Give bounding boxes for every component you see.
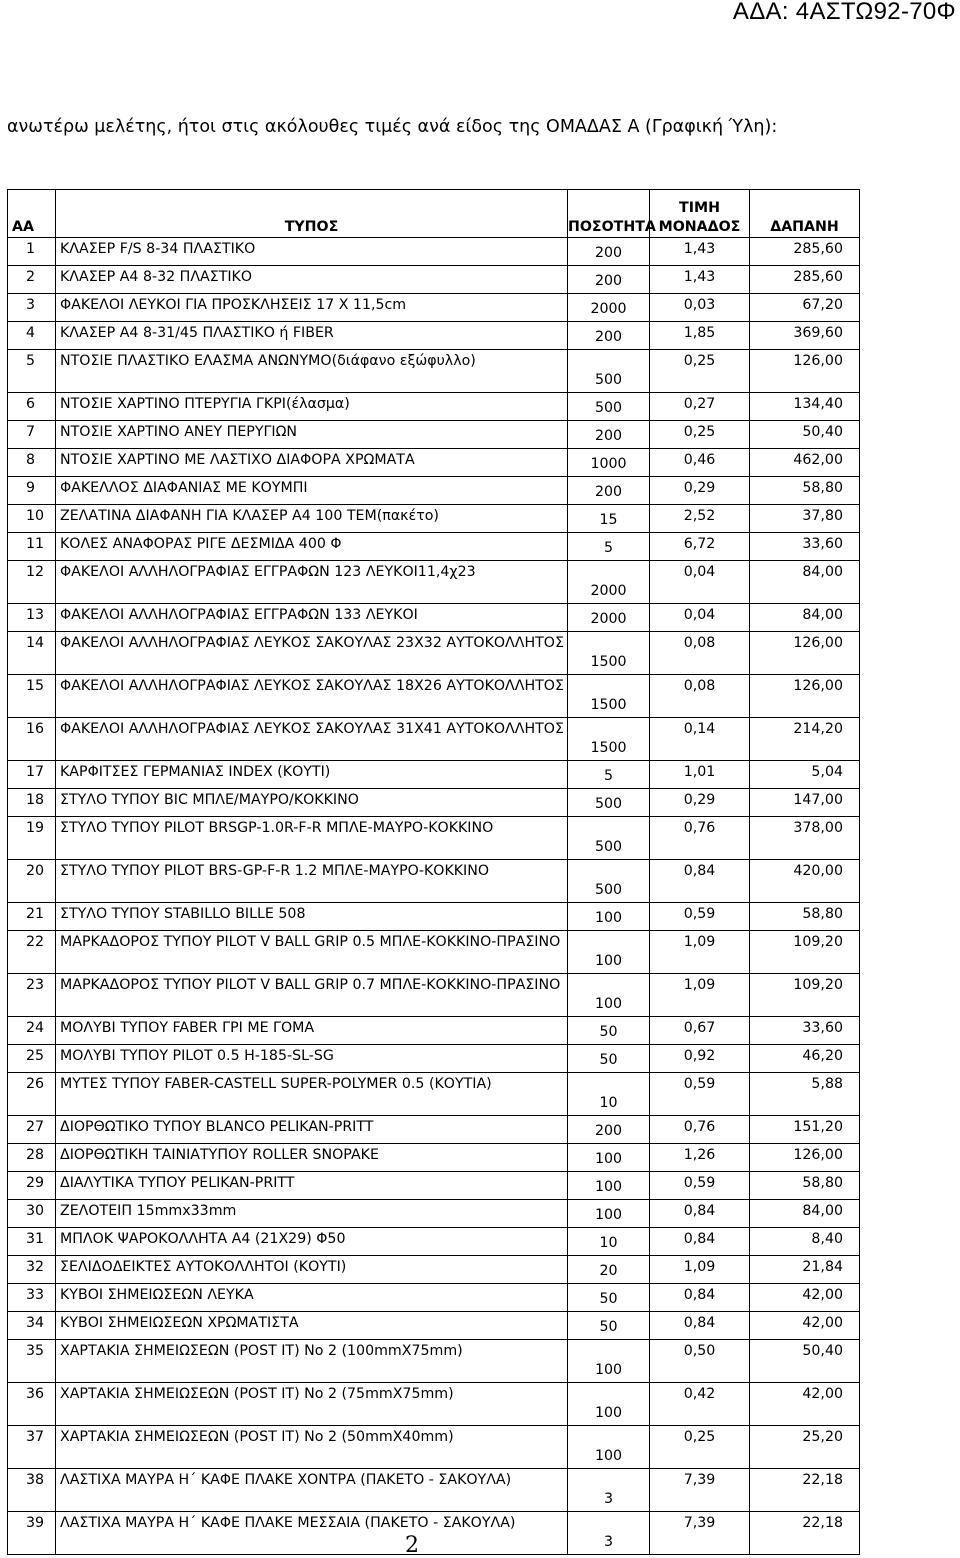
cell-aa: 7 — [8, 421, 56, 449]
cell-cost: 5,04 — [750, 761, 860, 789]
cell-cost: 67,20 — [750, 294, 860, 322]
cell-typos: ΚΛΑΣΕΡ Α4 8-32 ΠΛΑΣΤΙΚΟ — [56, 266, 568, 294]
table-row — [8, 1256, 860, 1284]
cell-aa: 38 — [8, 1469, 56, 1512]
cell-qty: 5 — [568, 533, 650, 561]
cell-typos: ΝΤΟΣΙΕ ΧΑΡΤΙΝΟ ΑΝΕΥ ΠΕΡΥΓΙΩΝ — [56, 421, 568, 449]
cell-aa: 37 — [8, 1426, 56, 1469]
cell-qty: 50 — [568, 1284, 650, 1312]
cell-aa: 13 — [8, 604, 56, 632]
cell-cost: 126,00 — [750, 675, 860, 718]
cell-price: 1,09 — [650, 1256, 750, 1284]
cell-aa: 10 — [8, 505, 56, 533]
table-row — [8, 350, 860, 393]
cell-price: 0,08 — [650, 675, 750, 718]
cell-qty: 100 — [568, 903, 650, 931]
cell-qty: 500 — [568, 350, 650, 393]
cell-aa: 22 — [8, 931, 56, 974]
cell-price: 0,84 — [650, 860, 750, 903]
cell-price: 0,03 — [650, 294, 750, 322]
cell-cost: 58,80 — [750, 903, 860, 931]
table-row — [8, 1383, 860, 1426]
cell-price: 0,59 — [650, 903, 750, 931]
cell-qty: 50 — [568, 1312, 650, 1340]
table-row — [8, 604, 860, 632]
table-row — [8, 533, 860, 561]
table-row — [8, 1073, 860, 1116]
header-price-line1: ΤΙΜΗ — [679, 200, 720, 216]
cell-typos: ΜΟΛΥΒΙ ΤΥΠΟΥ FABER ΓΡΙ ΜΕ ΓΟΜΑ — [56, 1017, 568, 1045]
table-row — [8, 1045, 860, 1073]
cell-price: 1,01 — [650, 761, 750, 789]
cell-cost: 50,40 — [750, 1340, 860, 1383]
cell-qty: 10 — [568, 1073, 650, 1116]
cell-price: 0,84 — [650, 1228, 750, 1256]
cell-cost: 42,00 — [750, 1312, 860, 1340]
cell-typos: ΣΤΥΛΟ ΤΥΠΟΥ PILOT BRS-GP-F-R 1.2 ΜΠΛΕ-ΜΑΥΡΟ-ΚΟΚΚΙΝΟ — [56, 860, 568, 903]
table-row — [8, 974, 860, 1017]
cell-price: 0,25 — [650, 1426, 750, 1469]
cell-typos: ΔΙΟΡΘΩΤΙΚΟ ΤΥΠΟΥ BLANCO PELIKAN-PRITT — [56, 1116, 568, 1144]
cell-price: 0,14 — [650, 718, 750, 761]
cell-aa: 3 — [8, 294, 56, 322]
cell-typos: ΣΤΥΛΟ ΤΥΠΟΥ PILOT BRSGP-1.0R-F-R ΜΠΛΕ-ΜΑΥΡΟ-ΚΟΚΚΙΝΟ — [56, 817, 568, 860]
cell-typos: ΝΤΟΣΙΕ ΧΑΡΤΙΝΟ ΠΤΕΡΥΓΙΑ ΓΚΡΙ(έλασμα) — [56, 393, 568, 421]
cell-aa: 12 — [8, 561, 56, 604]
cell-aa: 15 — [8, 675, 56, 718]
table-row — [8, 1017, 860, 1045]
cell-cost: 58,80 — [750, 477, 860, 505]
table-row — [8, 477, 860, 505]
cell-aa: 5 — [8, 350, 56, 393]
cell-aa: 39 — [8, 1512, 56, 1555]
cell-typos: ΦΑΚΕΛΟΙ ΑΛΛΗΛΟΓΡΑΦΙΑΣ ΛΕΥΚΟΣ ΣΑΚΟΥΛΑΣ 23Χ32 ΑΥΤΟΚΟΛΛΗΤΟΣ — [56, 632, 568, 675]
cell-aa: 19 — [8, 817, 56, 860]
header-price — [650, 190, 750, 238]
cell-cost: 50,40 — [750, 421, 860, 449]
cell-typos: ΝΤΟΣΙΕ ΧΑΡΤΙΝΟ ΜΕ ΛΑΣΤΙΧΟ ΔΙΑΦΟΡΑ ΧΡΩΜΑΤΑ — [56, 449, 568, 477]
cell-cost: 33,60 — [750, 533, 860, 561]
cell-qty: 10 — [568, 1228, 650, 1256]
header-price-line2: ΜΟΝΑΔΟΣ — [658, 219, 741, 235]
cell-aa: 6 — [8, 393, 56, 421]
cell-qty: 2000 — [568, 561, 650, 604]
cell-price: 1,43 — [650, 266, 750, 294]
cell-aa: 2 — [8, 266, 56, 294]
cell-aa: 14 — [8, 632, 56, 675]
cell-aa: 20 — [8, 860, 56, 903]
cell-qty: 50 — [568, 1017, 650, 1045]
table-row — [8, 266, 860, 294]
cell-typos: ΦΑΚΕΛΟΙ ΑΛΛΗΛΟΓΡΑΦΙΑΣ ΕΓΓΡΑΦΩΝ 123 ΛΕΥΚΟΙ11,4χ23 — [56, 561, 568, 604]
cell-price: 0,25 — [650, 421, 750, 449]
cell-typos: ΣΤΥΛΟ ΤΥΠΟΥ BIC ΜΠΛΕ/ΜΑΥΡΟ/ΚΟΚΚΙΝΟ — [56, 789, 568, 817]
cell-cost: 84,00 — [750, 561, 860, 604]
cell-typos: ΧΑΡΤΑΚΙΑ ΣΗΜΕΙΩΣΕΩΝ (POST IT) No 2 (50mmX40mm) — [56, 1426, 568, 1469]
cell-price: 0,27 — [650, 393, 750, 421]
cell-aa: 21 — [8, 903, 56, 931]
cell-typos: ΦΑΚΕΛΟΙ ΛΕΥΚΟΙ ΓΙΑ ΠΡΟΣΚΛΗΣΕΙΣ 17 Χ 11,5cm — [56, 294, 568, 322]
cell-typos: ΧΑΡΤΑΚΙΑ ΣΗΜΕΙΩΣΕΩΝ (POST IT) No 2 (100mmX75mm) — [56, 1340, 568, 1383]
cell-cost: 42,00 — [750, 1383, 860, 1426]
cell-price: 1,09 — [650, 974, 750, 1017]
header-aa: ΑΑ — [8, 190, 56, 238]
cell-aa: 25 — [8, 1045, 56, 1073]
cell-price: 0,25 — [650, 350, 750, 393]
cell-cost: 84,00 — [750, 1200, 860, 1228]
cell-cost: 369,60 — [750, 322, 860, 350]
cell-typos: ΜΟΛΥΒΙ ΤΥΠΟΥ PILOT 0.5 H-185-SL-SG — [56, 1045, 568, 1073]
cell-price: 0,59 — [650, 1073, 750, 1116]
cell-qty: 1500 — [568, 675, 650, 718]
cell-price: 0,84 — [650, 1312, 750, 1340]
cell-price: 0,67 — [650, 1017, 750, 1045]
table-row — [8, 1426, 860, 1469]
cell-typos: ΚΥΒΟΙ ΣΗΜΕΙΩΣΕΩΝ ΛΕΥΚΑ — [56, 1284, 568, 1312]
table-row — [8, 1172, 860, 1200]
cell-cost: 126,00 — [750, 632, 860, 675]
cell-cost: 151,20 — [750, 1116, 860, 1144]
cell-qty: 200 — [568, 238, 650, 266]
cell-price: 7,39 — [650, 1512, 750, 1555]
table-row — [8, 393, 860, 421]
cell-aa: 31 — [8, 1228, 56, 1256]
cell-aa: 27 — [8, 1116, 56, 1144]
cell-aa: 24 — [8, 1017, 56, 1045]
cell-typos: ΜΑΡΚΑΔΟΡΟΣ ΤΥΠΟΥ PILOT V BALL GRIP 0.5 ΜΠΛΕ-ΚΟΚΚΙΝΟ-ΠΡΑΣΙΝΟ — [56, 931, 568, 974]
cell-typos: ΜΑΡΚΑΔΟΡΟΣ ΤΥΠΟΥ PILOT V BALL GRIP 0.7 ΜΠΛΕ-ΚΟΚΚΙΝΟ-ΠΡΑΣΙΝΟ — [56, 974, 568, 1017]
cell-cost: 58,80 — [750, 1172, 860, 1200]
cell-aa: 29 — [8, 1172, 56, 1200]
header-typos: ΤΥΠΟΣ — [56, 190, 568, 238]
cell-price: 1,43 — [650, 238, 750, 266]
cell-typos: ΚΑΡΦΙΤΣΕΣ ΓΕΡΜΑΝΙΑΣ INDEX (ΚΟΥΤΙ) — [56, 761, 568, 789]
cell-price: 0,76 — [650, 817, 750, 860]
table-row — [8, 238, 860, 266]
cell-typos: ΝΤΟΣΙΕ ΠΛΑΣΤΙΚΟ ΕΛΑΣΜΑ ΑΝΩΝΥΜΟ(διάφανο εξώφυλλο) — [56, 350, 568, 393]
cell-typos: ΚΥΒΟΙ ΣΗΜΕΙΩΣΕΩΝ ΧΡΩΜΑΤΙΣΤΑ — [56, 1312, 568, 1340]
cell-typos: ΦΑΚΕΛΟΙ ΑΛΛΗΛΟΓΡΑΦΙΑΣ ΛΕΥΚΟΣ ΣΑΚΟΥΛΑΣ 18Χ26 ΑΥΤΟΚΟΛΛΗΤΟΣ — [56, 675, 568, 718]
table-row — [8, 1228, 860, 1256]
cell-cost: 147,00 — [750, 789, 860, 817]
cell-aa: 28 — [8, 1144, 56, 1172]
cell-aa: 11 — [8, 533, 56, 561]
cell-qty: 100 — [568, 1340, 650, 1383]
cell-cost: 109,20 — [750, 931, 860, 974]
cell-cost: 84,00 — [750, 604, 860, 632]
table-row — [8, 1284, 860, 1312]
cell-qty: 20 — [568, 1256, 650, 1284]
cell-qty: 3 — [568, 1469, 650, 1512]
table-row — [8, 931, 860, 974]
cell-qty: 100 — [568, 1383, 650, 1426]
cell-cost: 126,00 — [750, 350, 860, 393]
cell-aa: 34 — [8, 1312, 56, 1340]
cell-cost: 42,00 — [750, 1284, 860, 1312]
table-row — [8, 1512, 860, 1555]
cell-typos: ΣΤΥΛΟ ΤΥΠΟΥ STABILLO BILLE 508 — [56, 903, 568, 931]
cell-typos: ΚΛΑΣΕΡ Α4 8-31/45 ΠΛΑΣΤΙΚΟ ή FIBER — [56, 322, 568, 350]
cell-price: 7,39 — [650, 1469, 750, 1512]
cell-price: 1,26 — [650, 1144, 750, 1172]
cell-qty: 3 — [568, 1512, 650, 1555]
cell-cost: 420,00 — [750, 860, 860, 903]
cell-qty: 2000 — [568, 604, 650, 632]
cell-typos: ΦΑΚΕΛΟΙ ΑΛΛΗΛΟΓΡΑΦΙΑΣ ΛΕΥΚΟΣ ΣΑΚΟΥΛΑΣ 31Χ41 ΑΥΤΟΚΟΛΛΗΤΟΣ — [56, 718, 568, 761]
cell-qty: 100 — [568, 1144, 650, 1172]
cell-price: 0,29 — [650, 789, 750, 817]
cell-cost: 126,00 — [750, 1144, 860, 1172]
intro-paragraph: ανωτέρω μελέτης, ήτοι στις ακόλουθες τιμές ανά είδος της ΟΜΑΔΑΣ Α (Γραφική Ύλη): — [7, 117, 778, 137]
cell-qty: 500 — [568, 789, 650, 817]
cell-aa: 4 — [8, 322, 56, 350]
cell-aa: 16 — [8, 718, 56, 761]
cell-price: 0,92 — [650, 1045, 750, 1073]
cell-aa: 1 — [8, 238, 56, 266]
cell-cost: 46,20 — [750, 1045, 860, 1073]
cell-cost: 285,60 — [750, 266, 860, 294]
cell-aa: 26 — [8, 1073, 56, 1116]
cell-price: 0,59 — [650, 1172, 750, 1200]
cell-price: 0,42 — [650, 1383, 750, 1426]
cell-qty: 1000 — [568, 449, 650, 477]
cell-cost: 5,88 — [750, 1073, 860, 1116]
table-row — [8, 421, 860, 449]
cell-qty: 100 — [568, 974, 650, 1017]
cell-price: 1,85 — [650, 322, 750, 350]
cell-qty: 500 — [568, 817, 650, 860]
cell-aa: 9 — [8, 477, 56, 505]
cell-qty: 200 — [568, 421, 650, 449]
cell-price: 0,46 — [650, 449, 750, 477]
cell-qty: 50 — [568, 1045, 650, 1073]
cell-price: 2,52 — [650, 505, 750, 533]
cell-aa: 23 — [8, 974, 56, 1017]
items-table — [7, 189, 860, 1555]
ada-code: ΑΔΑ: 4ΑΣΤΩ92-70Φ — [732, 0, 956, 25]
cell-qty: 200 — [568, 1116, 650, 1144]
table-row — [8, 817, 860, 860]
cell-cost: 33,60 — [750, 1017, 860, 1045]
cell-typos: ΔΙΟΡΘΩΤΙΚΗ ΤΑΙΝΙΑΤΥΠΟΥ ROLLER SNOPAKE — [56, 1144, 568, 1172]
cell-typos: ΦΑΚΕΛΛΟΣ ΔΙΑΦΑΝΙΑΣ ΜΕ ΚΟΥΜΠΙ — [56, 477, 568, 505]
table-row — [8, 1340, 860, 1383]
table-header-row — [8, 190, 860, 238]
table-row — [8, 903, 860, 931]
cell-qty: 15 — [568, 505, 650, 533]
cell-aa: 17 — [8, 761, 56, 789]
cell-price: 0,76 — [650, 1116, 750, 1144]
cell-qty: 200 — [568, 266, 650, 294]
cell-cost: 214,20 — [750, 718, 860, 761]
cell-typos: ΖΕΛΑΤΙΝΑ ΔΙΑΦΑΝΗ ΓΙΑ ΚΛΑΣΕΡ Α4 100 ΤΕΜ(πακέτο) — [56, 505, 568, 533]
cell-qty: 1500 — [568, 718, 650, 761]
table-row — [8, 1116, 860, 1144]
header-cost: ΔΑΠΑΝΗ — [750, 190, 860, 238]
cell-typos: ΖΕΛΟΤΕΙΠ 15mmx33mm — [56, 1200, 568, 1228]
table-row — [8, 1312, 860, 1340]
table-row — [8, 789, 860, 817]
cell-typos: ΜΥΤΕΣ ΤΥΠΟΥ FABER-CASTELL SUPER-POLYMER 0.5 (ΚΟΥΤΙΑ) — [56, 1073, 568, 1116]
cell-typos: ΧΑΡΤΑΚΙΑ ΣΗΜΕΙΩΣΕΩΝ (POST IT) No 2 (75mmX75mm) — [56, 1383, 568, 1426]
cell-price: 0,84 — [650, 1200, 750, 1228]
table-row — [8, 1144, 860, 1172]
cell-typos: ΜΠΛΟΚ ΨΑΡΟΚΟΛΛΗΤΑ Α4 (21Χ29) Φ50 — [56, 1228, 568, 1256]
table-row — [8, 675, 860, 718]
header-qty: ΠΟΣΟΤΗΤΑ — [568, 190, 650, 238]
cell-cost: 285,60 — [750, 238, 860, 266]
cell-price: 0,04 — [650, 604, 750, 632]
table-row — [8, 322, 860, 350]
table-row — [8, 632, 860, 675]
cell-typos: ΔΙΑΛΥΤΙΚΑ ΤΥΠΟΥ PELIKAN-PRITT — [56, 1172, 568, 1200]
cell-cost: 25,20 — [750, 1426, 860, 1469]
cell-cost: 22,18 — [750, 1512, 860, 1555]
table-row — [8, 860, 860, 903]
cell-price: 0,29 — [650, 477, 750, 505]
cell-cost: 22,18 — [750, 1469, 860, 1512]
cell-price: 0,08 — [650, 632, 750, 675]
cell-price: 6,72 — [650, 533, 750, 561]
cell-typos: ΚΟΛΕΣ ΑΝΑΦΟΡΑΣ ΡΙΓΕ ΔΕΣΜΙΔΑ 400 Φ — [56, 533, 568, 561]
cell-cost: 378,00 — [750, 817, 860, 860]
cell-qty: 200 — [568, 322, 650, 350]
cell-price: 0,04 — [650, 561, 750, 604]
table-row — [8, 505, 860, 533]
cell-aa: 8 — [8, 449, 56, 477]
cell-qty: 100 — [568, 1172, 650, 1200]
cell-typos: ΣΕΛΙΔΟΔΕΙΚΤΕΣ ΑΥΤΟΚΟΛΛΗΤΟΙ (ΚΟΥΤΙ) — [56, 1256, 568, 1284]
cell-price: 1,09 — [650, 931, 750, 974]
cell-price: 0,50 — [650, 1340, 750, 1383]
cell-qty: 1500 — [568, 632, 650, 675]
table-row — [8, 449, 860, 477]
cell-qty: 500 — [568, 860, 650, 903]
cell-qty: 100 — [568, 1200, 650, 1228]
cell-typos: ΛΑΣΤΙΧΑ ΜΑΥΡΑ Η΄ ΚΑΦΕ ΠΛΑΚΕ ΧΟΝΤΡΑ (ΠΑΚΕΤΟ - ΣΑΚΟΥΛΑ) — [56, 1469, 568, 1512]
cell-qty: 2000 — [568, 294, 650, 322]
cell-qty: 200 — [568, 477, 650, 505]
cell-cost: 462,00 — [750, 449, 860, 477]
cell-cost: 37,80 — [750, 505, 860, 533]
table-row — [8, 294, 860, 322]
cell-price: 0,84 — [650, 1284, 750, 1312]
cell-qty: 5 — [568, 761, 650, 789]
cell-aa: 18 — [8, 789, 56, 817]
table-row — [8, 561, 860, 604]
table-row — [8, 761, 860, 789]
table-row — [8, 718, 860, 761]
cell-typos: ΦΑΚΕΛΟΙ ΑΛΛΗΛΟΓΡΑΦΙΑΣ ΕΓΓΡΑΦΩΝ 133 ΛΕΥΚΟΙ — [56, 604, 568, 632]
cell-typos: ΚΛΑΣΕΡ F/S 8-34 ΠΛΑΣΤΙΚΟ — [56, 238, 568, 266]
cell-typos: ΛΑΣΤΙΧΑ ΜΑΥΡΑ Η΄ ΚΑΦΕ ΠΛΑΚΕ ΜΕΣΣΑΙΑ (ΠΑΚΕΤΟ - ΣΑΚΟΥΛΑ) — [56, 1512, 568, 1555]
cell-aa: 35 — [8, 1340, 56, 1383]
cell-aa: 36 — [8, 1383, 56, 1426]
cell-cost: 109,20 — [750, 974, 860, 1017]
cell-qty: 100 — [568, 1426, 650, 1469]
table-row — [8, 1200, 860, 1228]
cell-aa: 32 — [8, 1256, 56, 1284]
table-row — [8, 1469, 860, 1512]
cell-qty: 100 — [568, 931, 650, 974]
cell-qty: 500 — [568, 393, 650, 421]
page-number: 2 — [405, 1533, 419, 1558]
table-body — [8, 238, 860, 1555]
cell-cost: 134,40 — [750, 393, 860, 421]
cell-cost: 8,40 — [750, 1228, 860, 1256]
cell-aa: 30 — [8, 1200, 56, 1228]
cell-cost: 21,84 — [750, 1256, 860, 1284]
cell-aa: 33 — [8, 1284, 56, 1312]
